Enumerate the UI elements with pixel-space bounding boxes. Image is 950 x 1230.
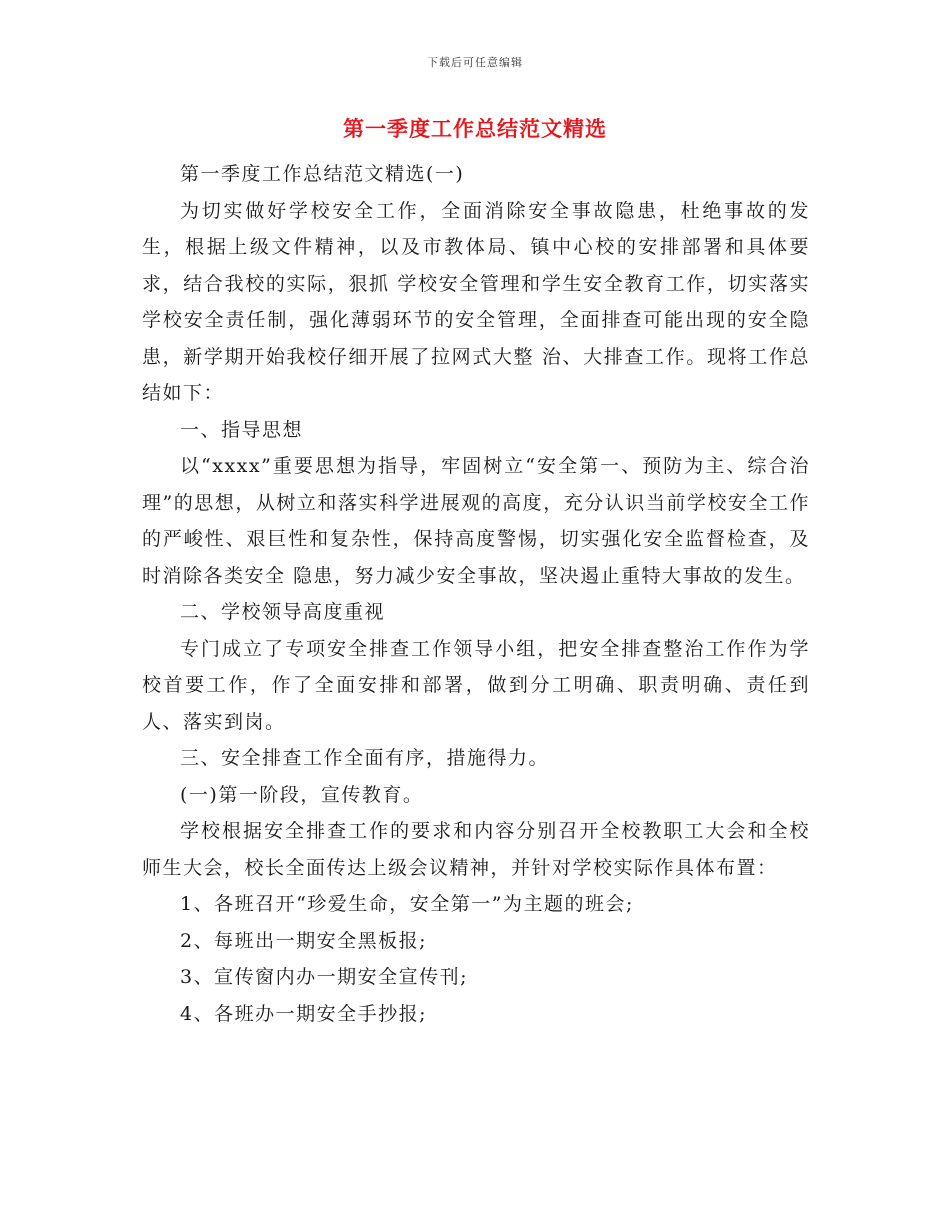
intro-paragraph: 为切实做好学校安全工作，全面消除安全事故隐患，杜绝事故的发生，根据上级文件精神，以及市教体局、镇中心校的安排部署和具体要求，结合我校的实际，狠抓 学校安全管理和学生安全教育工作，切实落实学校安全责任制，强化薄弱环节的安全管理，全面排查可能出现的安全隐患，新学期开始我校仔细开展了拉网式大整 治、大排查工作。现将工作总结如下： xyxy=(142,199,810,404)
section-heading-leadership: 二、学校领导高度重视 xyxy=(180,601,386,623)
leadership-paragraph: 专门成立了专项安全排查工作领导小组，把安全排查整治工作作为学校首要工作，作了全面安排和部署，做到分工明确、职责明确、责任到人、落实到岗。 xyxy=(142,637,810,733)
header-note: 下载后可任意编辑 xyxy=(427,56,523,69)
document-title: 第一季度工作总结范文精选 xyxy=(343,116,607,141)
list-item: 1、各班召开“珍爱生命，安全第一”为主题的班会; xyxy=(180,893,634,915)
list-item: 2、每班出一期安全黑板报; xyxy=(180,929,427,952)
subsection-heading-stage-one: (一)第一阶段，宣传教育。 xyxy=(180,783,424,806)
section-subtitle: 第一季度工作总结范文精选(一) xyxy=(180,163,465,185)
section-heading-guiding-ideology: 一、指导思想 xyxy=(180,418,304,441)
list-item: 3、宣传窗内办一期安全宣传刊; xyxy=(180,966,468,988)
section-heading-inspection: 三、安全排查工作全面有序，措施得力。 xyxy=(180,747,550,769)
stage-one-paragraph: 学校根据安全排查工作的要求和内容分别召开全校教职工大会和全校师生大会，校长全面传达上级会议精神，并针对学校实际作具体布置： xyxy=(142,820,810,879)
list-item: 4、各班办一期安全手抄报; xyxy=(180,1002,427,1025)
document-body xyxy=(142,156,810,1032)
guiding-ideology-paragraph: 以“xxxx”重要思想为指导，牢固树立“安全第一、预防为主、综合治 理”的思想，从树立和落实科学进展观的高度，充分认识当前学校安全工作的严峻性、艰巨性和复杂性，保持高度警惕，切实强化安全监督检查，及时消除各类安全 隐患，努力减少安全事故，坚决遏止重特大事故的发生。 xyxy=(142,455,810,587)
